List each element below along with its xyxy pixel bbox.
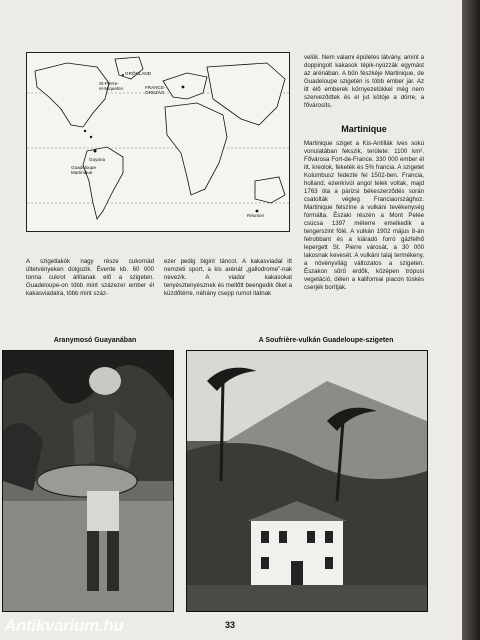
book-spine-shadow xyxy=(462,0,480,640)
world-map-drawing xyxy=(27,53,289,231)
middle-column-paragraph: ezer pedig bigint táncol. A kakasviadal itt nemzeti sport, a kis arénát „gallodrome”-nak nevezik. A viador kakasokat tenyésztenyésznek és mellőtt beengedik őket a küzdőtérre, néhány csepp rumot itatnak xyxy=(164,258,292,297)
caption-gold-panner: Aranymosó Guayanában xyxy=(53,337,137,344)
left-column-paragraph: A szigetlakók nagy része cukornád ültetvényeken dolgozik. Évente kb. 60 000 tonna cukrot állítanak elő a szigeten. Guadeloupe-on több mint százezer ember él kakasviadalra, több mint száz- xyxy=(26,258,154,297)
right-column-body: Martinique sziget a Kis-Antillák íves sokú vonulatában fekszik, területe: 1100 km². Fővárosa Fort-de-France. 330 000 ember él itt, kreolok, feketék és 5% francia. A szigetet Kolumbusz fedezte fel 1502-ben. Francia, holland, ezenkívül angol telek voltak, majd 1763 óta a párizsi békeszerződés során csatolták végleg Franciaországhoz. Martinique felszíne a vulkáni tevékenység formálta. Északi részén a Mont Pelée csúcsa 1397 méterre emelkedik a tengerszint fölé. A vulkán 1902 május 8-án felrobbant és a kiáradó forró gázfelhő lepergett St. Pierre városát, a 30 000 lakosnak kevesét. A vulkáni talaj termékeny, a növényvilág változatos a szigeten. Északon sűrű erdők, középen trópusi vegetáció, délen a kaliforniai piacon tüskés cserjék borítják. xyxy=(304,140,424,291)
section-heading: Martinique xyxy=(341,124,387,134)
map-label-guadeloupe: Guadeloupe Martinique xyxy=(71,165,97,175)
page-number: 33 xyxy=(224,620,235,630)
photo-soufriere-volcano xyxy=(186,350,428,612)
caption-soufriere: A Soufrière-vulkán Guadeloupe-szigeten xyxy=(258,337,394,344)
map-label-guyana: Guyana xyxy=(89,157,106,162)
world-map xyxy=(26,52,290,232)
watermark-logo: Antikvarium.hu xyxy=(4,616,124,635)
right-column-intro: velük. Nem valami épületes látvány, amint a doppingolt kakasok tépik-nyúzzák egymást az arénában. A bűn fészkéje Martinique, de Guadeloupe szigetén is több ember jár. Az itt élő emberek környezetükkel még nem szerveződtek és el jut kötöje a dörre, a fővárosíts. xyxy=(304,54,424,109)
photo-gold-panner xyxy=(2,350,174,612)
map-label-france: FRANCE- ORSZÁG xyxy=(145,85,166,95)
map-label-reunion: Réunion xyxy=(247,213,265,218)
map-label-st-pierre: St-Pierre- et-Miquelon xyxy=(99,81,124,91)
map-label-greenland: GRÖNLAND xyxy=(125,71,152,76)
